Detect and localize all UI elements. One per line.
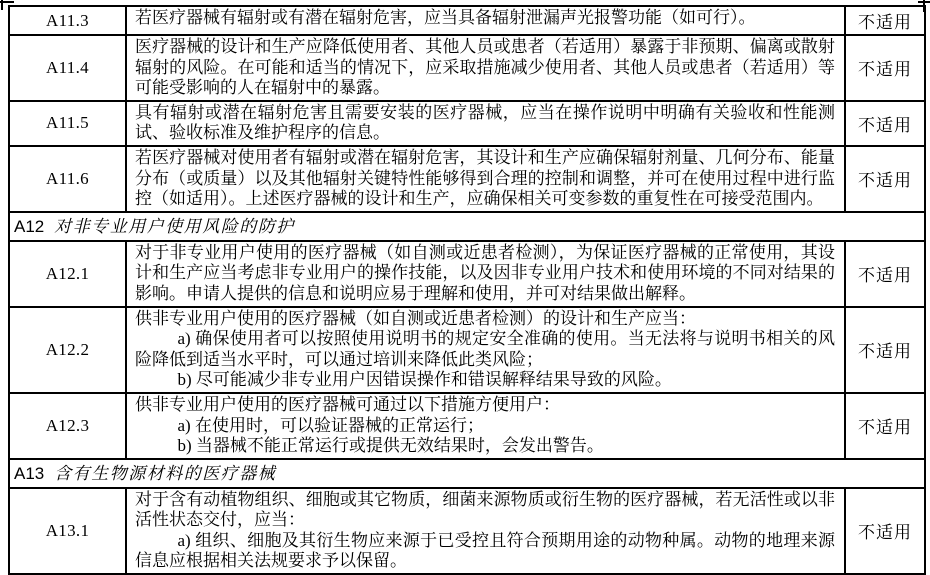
row-description (126, 307, 845, 393)
description-paragraph: 具有辐射或潜在辐射危害且需要安装的医疗器械，应当在操作说明中明确有关验收和性能测试、验收标准及维护程序的信息。 (135, 102, 835, 143)
row-code: A13.1 (9, 488, 126, 574)
status-cell: 不适用 (845, 307, 925, 393)
row-description (126, 146, 845, 212)
row-code: A11.5 (9, 101, 126, 146)
table-row (9, 488, 925, 574)
description-paragraph: 医疗器械的设计和生产应降低使用者、其他人员或患者（若适用）暴露于非预期、偏离或散射辐射的风险。在可能和适当的情况下，应采取措施减少使用者、其他人员或患者（若适用）等可能受影响的人在辐射中的暴露。 (135, 37, 835, 98)
description-paragraph: a) 组织、细胞及其衍生物应来源于已受控且符合预期用途的动物种属。动物的地理来源信息应根据相关法规要求予以保留。 (135, 530, 835, 571)
row-code: A12.1 (9, 241, 126, 307)
description-paragraph: 供非专业用户使用的医疗器械可通过以下措施方便用户： (135, 394, 560, 414)
section-header-cell (9, 459, 925, 488)
row-description (126, 101, 845, 146)
cropped-border-fragment (1, 0, 3, 10)
table-row (9, 35, 925, 101)
table-row (9, 146, 925, 212)
checklist-table (8, 5, 926, 575)
row-code: A12.3 (9, 393, 126, 459)
row-code: A11.6 (9, 146, 126, 212)
row-description (126, 6, 845, 35)
row-description (126, 35, 845, 101)
row-description (126, 393, 845, 459)
description-paragraph: 对于含有动植物组织、细胞或其它物质，细菌来源物质或衍生物的医疗器械，若无活性或以非活性状态交付，应当： (135, 489, 835, 530)
status-cell: 不适用 (845, 488, 925, 574)
section-header-cell (9, 212, 925, 241)
row-code: A12.2 (9, 307, 126, 393)
description-paragraph: 若医疗器械对使用者有辐射或潜在辐射危害，其设计和生产应确保辐射剂量、几何分布、能量分布（或质量）以及其他辐射关键特性能够得到合理的控制和调整，并可在使用过程中进行监控（如适用）。上述医疗器械的设计和生产，应确保相关可变参数的重复性在可接受范围内。 (135, 147, 835, 209)
status-cell: 不适用 (845, 35, 925, 101)
checklist-table-body (9, 6, 925, 574)
section-header-row (9, 459, 925, 488)
description-paragraph: 供非专业用户使用的医疗器械（如自测或近患者检测）的设计和生产应当： (135, 308, 696, 328)
section-code: A13 (14, 463, 45, 483)
section-title: 对非专业用户使用风险的防护 (54, 216, 295, 236)
status-cell: 不适用 (845, 241, 925, 307)
table-row (9, 241, 925, 307)
description-paragraph: b) 尽可能减少非专业用户因错误操作和错误解释结果导致的风险。 (177, 370, 672, 390)
section-code: A12 (14, 216, 45, 236)
row-code: A11.3 (9, 6, 126, 35)
description-paragraph: a) 确保使用者可以按照使用说明书的规定安全准确的使用。当无法将与说明书相关的风险降低到适当水平时，可以通过培训来降低此类风险； (135, 329, 835, 369)
section-header-row (9, 212, 925, 241)
table-row (9, 6, 925, 35)
status-cell: 不适用 (845, 6, 925, 35)
status-cell: 不适用 (845, 146, 925, 212)
description-paragraph: b) 当器械不能正常运行或提供无效结果时，会发出警告。 (177, 436, 604, 456)
description-paragraph: 若医疗器械有辐射或有潜在辐射危害，应当具备辐射泄漏声光报警功能（如可行）。 (135, 8, 756, 27)
description-paragraph: a) 在使用时，可以验证器械的正常运行； (177, 415, 484, 435)
row-description (126, 241, 845, 307)
section-title: 含有生物源材料的医疗器械 (54, 463, 277, 483)
table-row (9, 393, 925, 459)
row-description (126, 488, 845, 574)
table-row (9, 101, 925, 146)
table-row (9, 307, 925, 393)
description-paragraph: 对于非专业用户使用的医疗器械（如自测或近患者检测），为保证医疗器械的正常使用，其设计和生产应当考虑非专业用户的操作技能，以及因非专业用户技术和使用环境的不同对结果的影响。申请人提供的信息和说明应易于理解和使用，并可对结果做出解释。 (135, 242, 835, 303)
status-cell: 不适用 (845, 393, 925, 459)
row-code: A11.4 (9, 35, 126, 101)
status-cell: 不适用 (845, 101, 925, 146)
